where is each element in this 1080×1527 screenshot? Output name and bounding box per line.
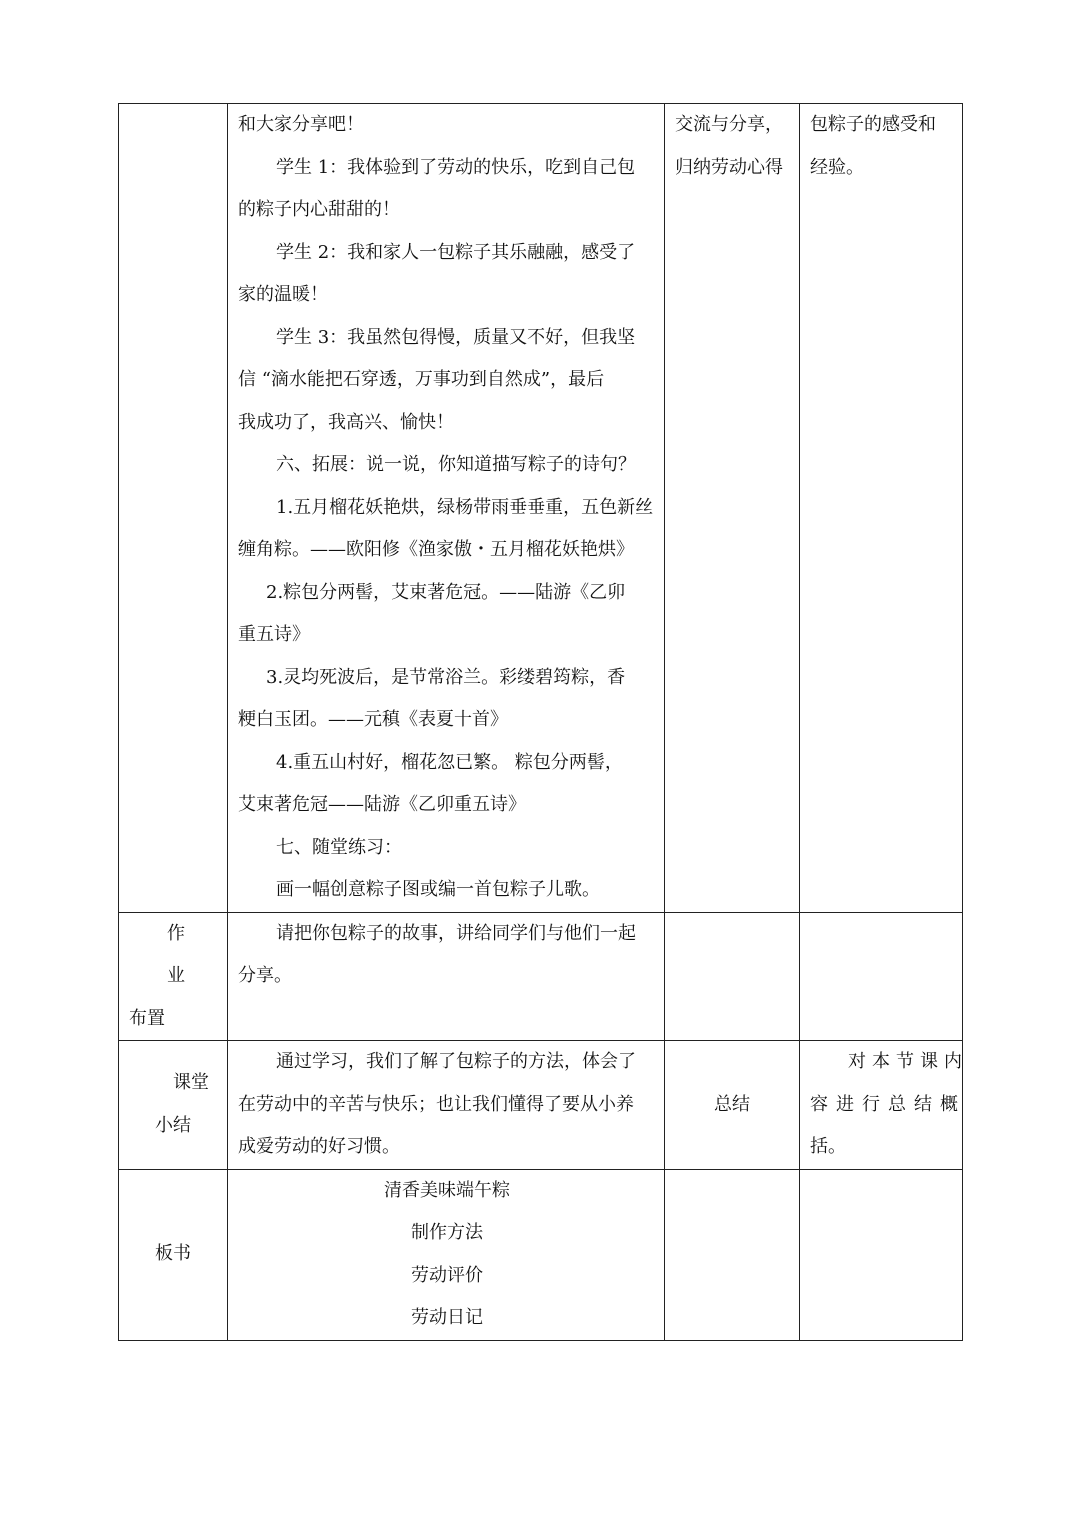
main-content-cell [228,104,665,913]
content-line: 粳白玉团。——元稹《表夏十首》 [238,709,508,730]
homework-intent-cell [800,912,963,1041]
summary-label-cell [119,1041,228,1170]
summary-intent-line: 对本节课内 [848,1051,968,1072]
content-line: 画一幅创意粽子图或编一首包粽子儿歌。 [276,879,600,900]
intent-line: 包粽子的感受和 [810,114,936,135]
intent-line: 经验。 [810,156,864,178]
blackboard-line: 劳动日记 [411,1307,483,1328]
main-label-cell [119,104,228,913]
homework-label-line: 布置 [129,1007,165,1029]
homework-activity-cell [665,912,800,1041]
summary-label-line: 小结 [155,1114,191,1136]
summary-activity: 总结 [714,1093,750,1115]
content-line: 艾束著危冠——陆游《乙卯重五诗》 [238,794,526,815]
content-line: 我成功了，我高兴、愉快！ [238,411,454,433]
content-line: 2.粽包分两髻，艾束著危冠。——陆游《乙卯 [266,581,626,603]
blackboard-intent-cell [800,1169,963,1340]
homework-row [119,912,963,1041]
homework-content-cell [228,912,665,1041]
homework-label-line: 作 业 [167,922,203,986]
content-line: 信 “滴水能把石穿透，万事功到自然成”，最后 [238,369,605,390]
lesson-plan-table [118,103,968,1341]
content-line: 家的温暖！ [238,284,328,305]
main-activity-cell [665,104,800,913]
content-line: 六、拓展：说一说，你知道描写粽子的诗句？ [276,454,636,475]
content-line: 学生 3：我虽然包得慢，质量又不好，但我坚 [276,326,636,348]
content-line: 4.重五山村好，榴花忽已繁。 粽包分两髻， [276,751,623,773]
blackboard-row [119,1169,963,1340]
content-line: 3.灵均死波后，是节常浴兰。彩缕碧筠粽，香 [266,666,626,688]
content-line: 缠角粽。——欧阳修《渔家傲・五月榴花妖艳烘》 [238,539,634,560]
summary-line: 成爱劳动的好习惯。 [238,1136,400,1157]
blackboard-label-cell [119,1169,228,1340]
content-line: 学生 2：我和家人一包粽子其乐融融，感受了 [276,241,636,263]
summary-intent-line: 括。 [810,1136,846,1157]
content-line: 和大家分享吧！ [238,114,364,135]
summary-activity-cell [665,1041,800,1170]
main-intent-cell [800,104,963,913]
summary-label-line: 课堂 [173,1072,209,1094]
summary-line: 通过学习，我们了解了包粽子的方法，体会了 [276,1051,636,1072]
summary-intent-cell [800,1041,968,1170]
blackboard-line: 劳动评价 [411,1264,483,1286]
activity-line: 交流与分享， [675,114,783,135]
content-line: 七、随堂练习： [276,836,402,858]
blackboard-line: 制作方法 [411,1222,483,1243]
summary-content-cell [228,1041,665,1170]
homework-label-cell [119,912,228,1041]
summary-row [119,1041,963,1170]
homework-line: 分享。 [238,965,292,986]
summary-intent-line: 容进行总结概 [810,1093,966,1115]
content-line: 学生 1：我体验到了劳动的快乐，吃到自己包 [276,156,636,178]
blackboard-activity-cell [665,1169,800,1340]
blackboard-content-cell [228,1169,665,1340]
content-line: 重五诗》 [238,624,310,645]
blackboard-label: 板书 [155,1243,191,1265]
homework-line: 请把你包粽子的故事，讲给同学们与他们一起 [276,922,636,944]
content-line: 的粽子内心甜甜的！ [238,199,400,220]
activity-line: 归纳劳动心得 [675,156,783,178]
blackboard-title: 清香美味端午粽 [384,1179,510,1201]
summary-line: 在劳动中的辛苦与快乐；也让我们懂得了要从小养 [238,1093,634,1115]
main-content-row [119,104,963,913]
content-line: 1.五月榴花妖艳烘，绿杨带雨垂垂重，五色新丝 [276,496,654,518]
